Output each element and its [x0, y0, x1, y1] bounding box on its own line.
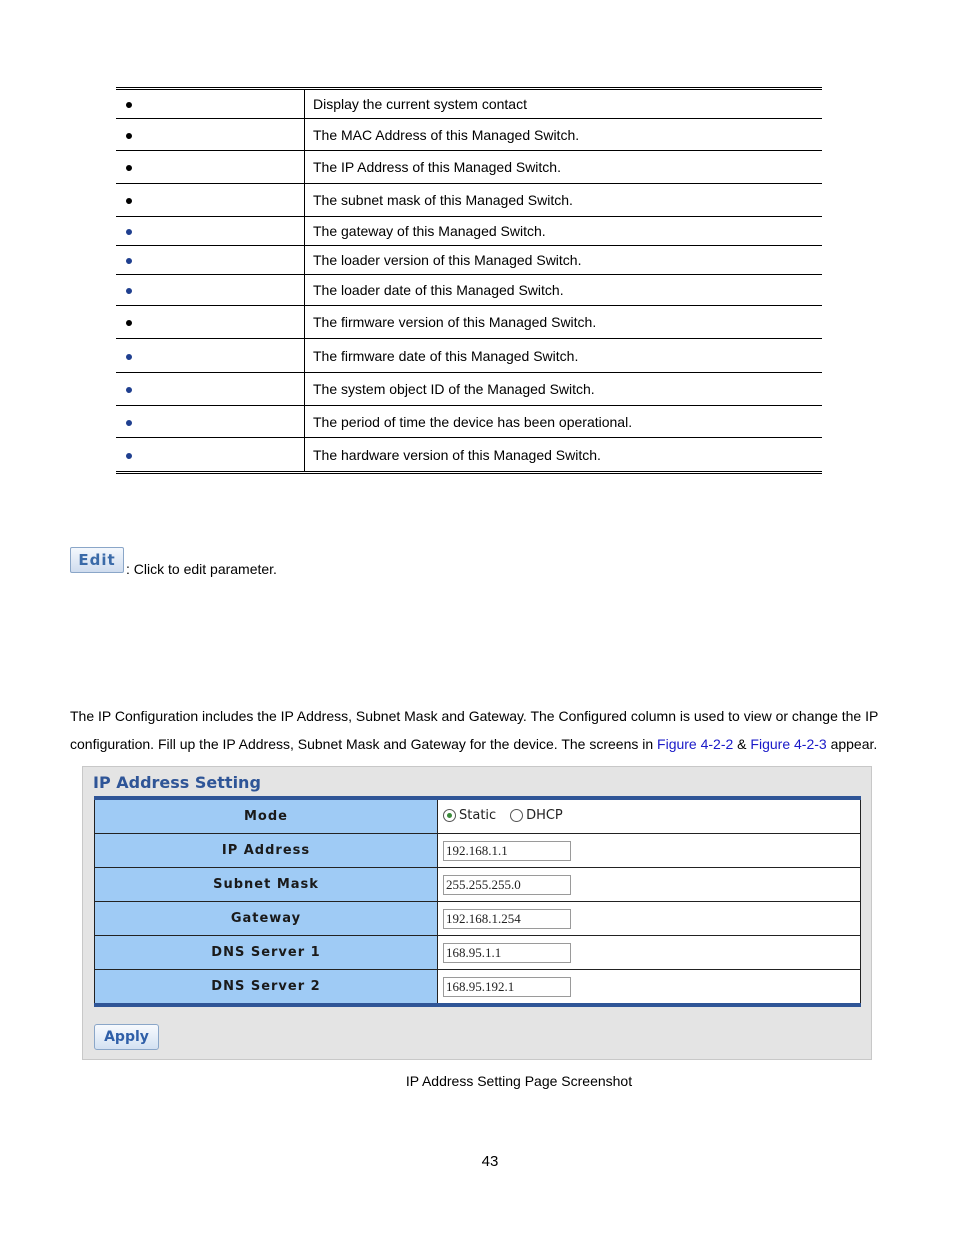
paragraph-text: &	[733, 736, 751, 752]
description-cell: The IP Address of this Managed Switch.	[305, 151, 823, 184]
ip-configuration-paragraph	[70, 702, 900, 758]
page-number: 43	[481, 1153, 499, 1170]
bullet-icon	[126, 387, 132, 393]
table-row	[116, 406, 822, 438]
description-cell: The hardware version of this Managed Switch.	[313, 446, 601, 463]
dns-server-2-input[interactable]	[443, 977, 571, 997]
description-table	[116, 87, 822, 474]
gateway-input[interactable]	[443, 909, 571, 929]
edit-description: : Click to edit parameter.	[126, 561, 277, 577]
table-row	[116, 438, 822, 473]
dns-server-2-cell	[438, 970, 861, 1006]
table-row	[95, 798, 861, 834]
bullet-icon	[126, 229, 132, 235]
bullet-icon	[126, 258, 132, 264]
dns-server-1-input[interactable]	[443, 943, 571, 963]
ip-address-label: IP Address	[95, 834, 438, 868]
table-row	[116, 373, 822, 406]
description-cell: The subnet mask of this Managed Switch.	[305, 184, 823, 217]
table-row	[95, 868, 861, 902]
radio-checked-icon[interactable]	[443, 809, 456, 822]
table-row	[116, 275, 822, 306]
table-row	[95, 936, 861, 970]
ip-setting-table	[94, 796, 861, 1007]
subnet-mask-input[interactable]	[443, 875, 571, 895]
mode-label: Mode	[95, 798, 438, 834]
table-row	[116, 119, 822, 151]
bullet-cell	[116, 89, 305, 119]
description-cell: The firmware date of this Managed Switch.	[305, 339, 823, 373]
figure-link-1[interactable]: Figure 4-2-2	[657, 736, 734, 752]
table-row	[116, 339, 822, 373]
description-cell: Display the current system contact	[305, 89, 823, 119]
ip-address-cell	[438, 834, 861, 868]
table-row	[116, 151, 822, 184]
radio-unchecked-icon[interactable]	[510, 809, 523, 822]
bullet-icon	[126, 198, 132, 204]
static-option[interactable]	[443, 808, 496, 823]
bullet-icon	[126, 133, 132, 139]
dns-server-1-label: DNS Server 1	[95, 936, 438, 970]
description-cell: The MAC Address of this Managed Switch.	[305, 119, 823, 151]
bullet-cell	[116, 217, 305, 246]
subnet-mask-label: Subnet Mask	[95, 868, 438, 902]
paragraph-text: The IP Configuration includes the IP Address, Subnet Mask and Gateway. The Configured column is used to view or change the IP configuration. Fill up the IP Address, Subnet Mask and Gateway for the device. The screens in	[70, 708, 879, 752]
ip-address-setting-panel	[82, 766, 872, 1060]
dhcp-label: DHCP	[526, 808, 563, 823]
edit-button[interactable]: Edit	[70, 547, 124, 573]
bullet-cell	[116, 151, 305, 184]
description-cell: The loader version of this Managed Switch.	[305, 246, 823, 275]
description-cell: The firmware version of this Managed Switch.	[305, 306, 823, 339]
bullet-icon	[126, 354, 132, 360]
bullet-icon	[126, 102, 132, 108]
panel-title: IP Address Setting	[93, 773, 261, 792]
table-row	[95, 834, 861, 868]
bullet-icon	[126, 288, 132, 294]
table-row	[95, 970, 861, 1006]
bullet-icon	[126, 165, 132, 171]
apply-button[interactable]: Apply	[94, 1024, 159, 1050]
table-row	[95, 902, 861, 936]
description-cell: The loader date of this Managed Switch.	[305, 275, 823, 306]
ip-address-input[interactable]	[443, 841, 571, 861]
table-row	[116, 184, 822, 217]
paragraph-text: appear.	[826, 736, 878, 752]
bullet-cell	[116, 438, 305, 473]
bullet-icon	[126, 453, 132, 459]
bullet-icon	[126, 320, 132, 326]
static-label: Static	[459, 808, 497, 823]
dns-server-1-cell	[438, 936, 861, 970]
table-row	[116, 89, 822, 119]
mode-value	[438, 798, 861, 834]
dhcp-option[interactable]	[510, 808, 563, 823]
bullet-cell	[116, 246, 305, 275]
table-row	[116, 217, 822, 246]
subnet-mask-cell	[438, 868, 861, 902]
bullet-cell	[116, 339, 305, 373]
bullet-cell	[116, 275, 305, 306]
bullet-cell	[116, 373, 305, 406]
table-row	[116, 306, 822, 339]
dns-server-2-label: DNS Server 2	[95, 970, 438, 1006]
figure-link-2[interactable]: Figure 4-2-3	[750, 736, 827, 752]
bullet-cell	[116, 306, 305, 339]
description-cell: The gateway of this Managed Switch.	[305, 217, 823, 246]
edit-explanation	[70, 547, 277, 577]
description-cell: The system object ID of the Managed Switch.	[305, 373, 823, 406]
table-row	[116, 246, 822, 275]
bullet-cell	[116, 184, 305, 217]
bullet-icon	[126, 420, 132, 426]
gateway-cell	[438, 902, 861, 936]
gateway-label: Gateway	[95, 902, 438, 936]
bullet-cell	[116, 406, 305, 438]
bullet-cell	[116, 119, 305, 151]
figure-caption: IP Address Setting Page Screenshot	[405, 1073, 633, 1089]
description-cell: The period of time the device has been operational.	[305, 406, 823, 438]
